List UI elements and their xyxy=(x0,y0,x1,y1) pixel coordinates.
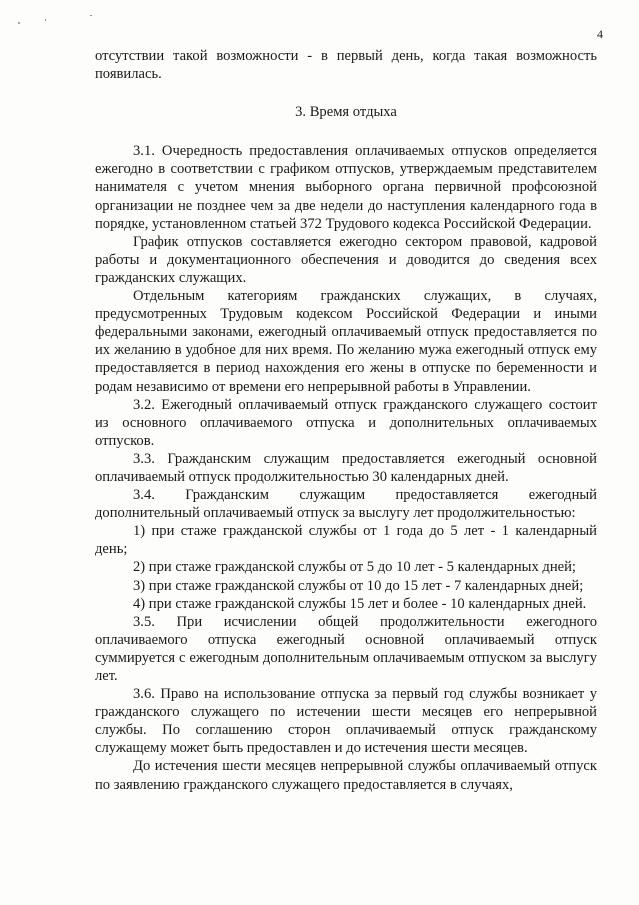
scan-speck xyxy=(18,22,20,24)
paragraph-3-4: 3.4. Гражданским служащим предоставляется ежегодный дополнительный оплачиваемый отпуск за выслугу лет продолжительностью: xyxy=(95,487,597,522)
document-body xyxy=(95,47,597,794)
paragraph-3-1: 3.1. Очередность предоставления оплачиваемых отпусков определяется ежегодно в соответствии с графиком отпусков, утверждаемым представителем нанимателя с учетом мнения выборного органа первичной профсоюзной организации не позднее чем за две недели до наступления календарного года в порядке, установленном статьей 372 Трудового кодекса Российской Федерации. xyxy=(95,143,597,232)
paragraph-3-5: 3.5. При исчислении общей продолжительности ежегодного оплачиваемого отпуска ежегодный основной оплачиваемый отпуск суммируется с ежегодным дополнительным оплачиваемым отпуском за выслугу лет. xyxy=(95,613,597,684)
paragraph-before-six-months: До истечения шести месяцев непрерывной службы оплачиваемый отпуск по заявлению гражданского служащего предоставляется в случаях, xyxy=(95,758,597,793)
continuation-paragraph: отсутствии такой возможности - в первый день, когда такая возможность появилась. xyxy=(95,48,597,83)
list-item-2: 2) при стаже гражданской службы от 5 до 10 лет - 5 календарных дней; xyxy=(133,559,576,576)
list-item-1: 1) при стаже гражданской службы от 1 года до 5 лет - 1 календарный день; xyxy=(95,523,597,558)
scan-speck xyxy=(90,15,92,16)
list-item-4: 4) при стаже гражданской службы 15 лет и более - 10 календарных дней. xyxy=(133,595,587,612)
paragraph-schedule: График отпусков составляется ежегодно сектором правовой, кадровой работы и документационного обеспечения и доводится до сведения всех гражданских служащих. xyxy=(95,233,597,286)
list-item-3: 3) при стаже гражданской службы от 10 до 15 лет - 7 календарных дней; xyxy=(133,577,584,594)
page-number: 4 xyxy=(597,27,603,41)
paragraph-3-6: 3.6. Право на использование отпуска за первый год службы возникает у гражданского служащего по истечении шести месяцев его непрерывной службы. По соглашению сторон оплачиваемый отпуск гражданскому служащему может быть предоставлен и до истечения шести месяцев. xyxy=(95,686,597,757)
paragraph-3-3: 3.3. Гражданским служащим предоставляется ежегодный основной оплачиваемый отпуск продолжительностью 30 календарных дней. xyxy=(95,450,597,485)
paragraph-categories: Отдельным категориям гражданских служащих, в случаях, предусмотренных Трудовым кодексом Российской Федерации и иными федеральными законами, ежегодный оплачиваемый отпуск предоставляется по их желанию в удобное для них время. По желанию мужа ежегодный отпуск ему предоставляется в период нахождения его жены в отпуске по беременности и родам независимо от времени его непрерывной работы в Управлении. xyxy=(95,288,597,395)
paragraph-3-2: 3.2. Ежегодный оплачиваемый отпуск гражданского служащего состоит из основного оплачиваемого отпуска и дополнительных оплачиваемых отпусков. xyxy=(95,396,597,449)
scan-speck xyxy=(45,19,46,21)
section-title: 3. Время отдыха xyxy=(295,104,397,121)
